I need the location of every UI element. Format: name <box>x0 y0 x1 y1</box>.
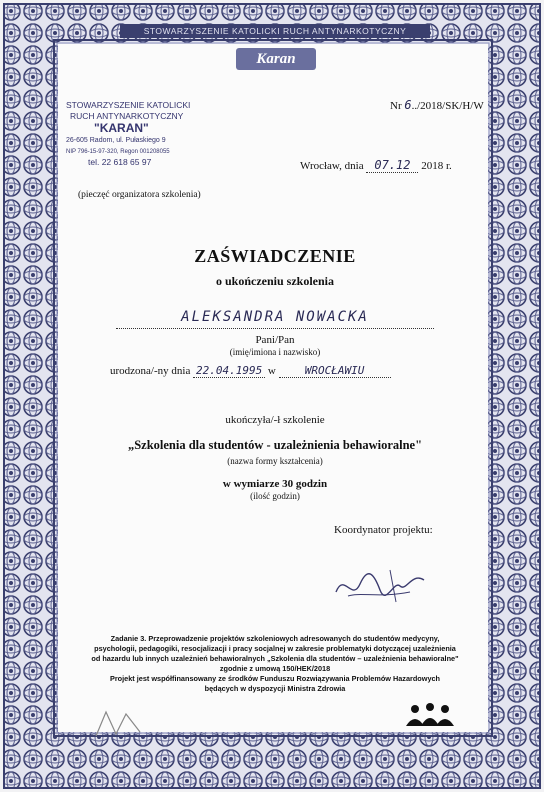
completed-label: ukończyła/-ł szkolenie <box>225 414 325 426</box>
date-value: 07.12 <box>366 158 418 173</box>
top-banner <box>120 24 430 38</box>
footer-line-1: Zadanie 3. Przeprowadzenie projektów szkoleniowych adresowanych do studentów medycyny, <box>110 634 440 643</box>
name-line <box>116 308 434 329</box>
page-subtitle: o ukończeniu szkolenia <box>215 274 335 288</box>
banner-text: STOWARZYSZENIE KATOLICKI RUCH ANTYNARKOTYCZNY <box>143 26 407 36</box>
karan-logo <box>236 48 316 70</box>
born-date: 22.04.1995 <box>193 364 265 378</box>
course-name-caption: (nazwa formy kształcenia) <box>227 456 323 466</box>
footer-line-5: Projekt jest współfinansowany ze środków Funduszu Rozwiązywania Problemów Hazardowych <box>109 674 441 683</box>
stamp-line-2: RUCH ANTYNARKOTYCZNY <box>70 110 184 121</box>
date-suffix: 2018 r. <box>421 160 452 172</box>
coordinator-label: Koordynator projektu: <box>334 524 433 536</box>
footer-line-2: psychologii, pedagogiki, resocjalizacji i pracy socjalnej w zakresie problematyki dotyczącej uzależnienia <box>94 644 456 653</box>
footer-line-6: będących w dyspozycji Ministra Zdrowia <box>204 684 346 693</box>
logo-text: Karan <box>256 51 296 67</box>
birth-row <box>110 364 440 378</box>
born-in-label: w <box>267 365 276 377</box>
salutation: Pani/Pan <box>255 334 295 346</box>
name-caption: (imię/imiona i nazwisko) <box>229 347 321 357</box>
number-prefix: Nr <box>390 100 402 112</box>
stamp-line-5: NIP 796-15-97-320, Regon 001208055 <box>66 148 170 155</box>
number-suffix: ../2018/SK/H/W <box>411 100 484 112</box>
stamp-line-4: 26-605 Radom, ul. Pułaskiego 9 <box>66 137 166 144</box>
stamp-caption: (pieczęć organizatora szkolenia) <box>78 190 201 200</box>
certificate-number <box>390 98 484 112</box>
person-name: ALEKSANDRA NOWACKA <box>181 309 369 325</box>
faded-stamp-mark <box>90 704 150 744</box>
organizer-stamp <box>66 100 226 168</box>
page-title: ZAŚWIADCZENIE <box>194 246 356 266</box>
coordinator-signature <box>330 562 430 606</box>
stamp-line-1: STOWARZYSZENIE KATOLICKI <box>66 100 191 110</box>
footer-notes <box>66 634 484 694</box>
footer-line-4: zgodnie z umową 150/HEK/2018 <box>219 664 331 673</box>
date-prefix: Wrocław, dnia <box>300 160 364 172</box>
course-hours: w wymiarze 30 godzin <box>222 478 328 490</box>
fund-logo-icon <box>400 700 460 730</box>
stamp-line-6: tel. 22 618 65 97 <box>88 157 152 167</box>
born-place: WROCŁAWIU <box>279 364 391 378</box>
stamp-line-3: "KARAN" <box>94 121 149 135</box>
born-label: urodzona/-ny dnia <box>110 365 191 377</box>
issue-date <box>300 158 452 172</box>
number-value: 6 <box>404 98 412 112</box>
course-name: „Szkolenia dla studentów - uzależnienia behawioralne" <box>127 438 423 452</box>
footer-line-3: od hazardu lub innych uzależnień behawioralnych „Szkolenia dla studentów – uzależnienia behawioralne" <box>91 654 459 663</box>
course-hours-caption: (ilość godzin) <box>250 491 300 501</box>
